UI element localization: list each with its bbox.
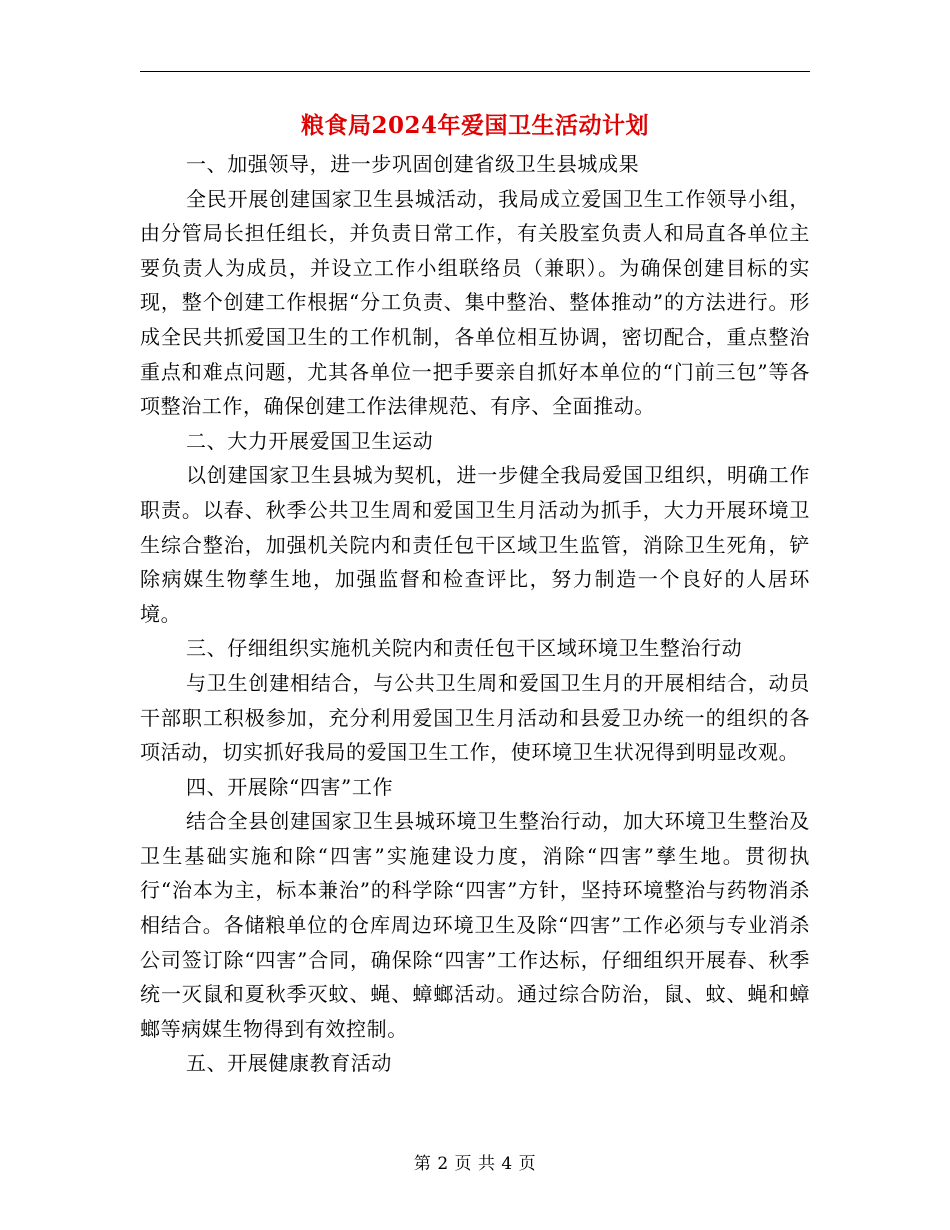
- paragraph-3: 与卫生创建相结合，与公共卫生周和爱国卫生月的开展相结合，动员干部职工积极参加，充分利用爱国卫生月活动和县爱卫办统一的组织的各项活动，切实抓好我局的爱国卫生工作，使环境卫生状况得到明显改观。: [140, 670, 810, 765]
- header-rule: [140, 71, 810, 72]
- document-body: [140, 147, 810, 1081]
- section-heading-1: 一、加强领导，进一步巩固创建省级卫生县城成果: [186, 152, 640, 176]
- section-heading-2: 二、大力开展爱国卫生运动: [186, 428, 434, 453]
- section-heading-3: 三、仔细组织实施机关院内和责任包干区域环境卫生整治行动: [186, 636, 743, 661]
- section-heading-5: 五、开展健康教育活动: [186, 1051, 392, 1076]
- paragraph-1: 全民开展创建国家卫生县城活动，我局成立爱国卫生工作领导小组，由分管局长担任组长，并负责日常工作，有关股室负责人和局直各单位主要负责人为成员，并设立工作小组联络员（兼职）。为确保创建目标的实现，整个创建工作根据“分工负责、集中整治、整体推动”的方法进行。形成全民共抓爱国卫生的工作机制，各单位相互协调，密切配合，重点整治重点和难点问题，尤其各单位一把手要亲自抓好本单位的“门前三包”等各项整治工作，确保创建工作法律规范、有序、全面推动。: [140, 186, 810, 419]
- page-footer: 第 2 页 共 4 页: [413, 1154, 537, 1174]
- paragraph-4: 结合全县创建国家卫生县城环境卫生整治行动，加大环境卫生整治及卫生基础实施和除“四害”实施建设力度，消除“四害”孳生地。贯彻执行“治本为主，标本兼治”的科学除“四害”方针，坚持环境整治与药物消杀相结合。各储粮单位的仓库周边环境卫生及除“四害”工作必须与专业消杀公司签订除“四害”合同，确保除“四害”工作达标，仔细组织开展春、秋季统一灭鼠和夏秋季灭蚊、蝇、蟑螂活动。通过综合防治，鼠、蚊、蝇和蟑螂等病媒生物得到有效控制。: [140, 809, 810, 1041]
- paragraph-2: 以创建国家卫生县城为契机，进一步健全我局爱国卫组织，明确工作职责。以春、秋季公共卫生周和爱国卫生月活动为抓手，大力开展环境卫生综合整治，加强机关院内和责任包干区域卫生监管，消除卫生死角，铲除病媒生物孳生地，加强监督和检查评比，努力制造一个良好的人居环境。: [140, 463, 810, 626]
- document-title: 粮食局2024年爱国卫生活动计划: [300, 112, 649, 139]
- section-heading-4: 四、开展除“四害”工作: [186, 774, 394, 799]
